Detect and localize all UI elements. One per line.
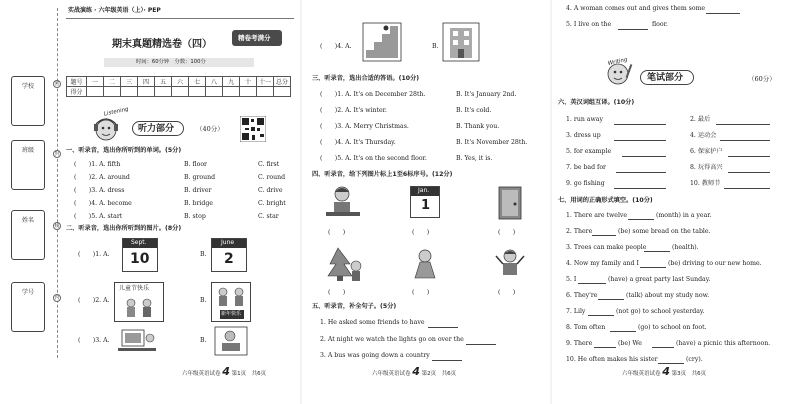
- calendar-day: 2: [224, 251, 234, 267]
- q7-9-b: (be) We: [618, 340, 642, 347]
- bind-char: 密: [54, 82, 60, 87]
- q7-4: 4. Now my family and I: [566, 260, 639, 267]
- badge: [232, 30, 282, 46]
- listening-title: 听力部分: [138, 124, 175, 134]
- calendar-sept-10[interactable]: [122, 238, 158, 272]
- q1-1-c: C. first: [258, 161, 280, 168]
- footer-grade-num: 4: [222, 365, 230, 378]
- student-id-box[interactable]: [11, 282, 45, 332]
- q5-5: 5. I live on the: [566, 21, 612, 28]
- calendar-month: Jan.: [418, 187, 430, 194]
- fill-blank[interactable]: [644, 251, 670, 252]
- section-4-title: 四、听录音，给下列图片标上1至6标序号。(12分): [312, 171, 453, 178]
- q2-2-b: B.: [200, 297, 207, 304]
- q7-10: 10. He often makes his sister: [566, 356, 658, 363]
- q5-1: 1. He asked some friends to have: [320, 319, 425, 326]
- footer-grade-num: 4: [662, 365, 670, 378]
- q1-5-b: B. stop: [184, 213, 206, 220]
- table-cell: 总分: [274, 77, 291, 87]
- writing-title-box: [640, 70, 694, 85]
- listening-tag: Listening: [103, 106, 130, 118]
- fill-blank[interactable]: [716, 124, 770, 125]
- family-icon: [215, 286, 249, 308]
- q7-3-b: (health).: [672, 244, 699, 251]
- footer-page: 第1页 共6页: [231, 371, 267, 377]
- q1-4-b: B. bridge: [184, 200, 213, 207]
- q7-7-b: (not go) to school yesterday.: [616, 308, 705, 315]
- score-input[interactable]: [257, 87, 274, 97]
- q7-3: 3. Trees can make people: [566, 244, 647, 251]
- new-year-picture[interactable]: [211, 282, 251, 322]
- fill-blank[interactable]: [724, 188, 770, 189]
- score-input[interactable]: [274, 87, 291, 97]
- footer-page: 第2页 共6页: [421, 371, 457, 377]
- table-cell: 一: [87, 77, 104, 87]
- christmas-tree-icon: [324, 244, 364, 284]
- q6-5: 5. for example: [566, 148, 612, 155]
- q3-1-b: B. It's January 2nd.: [456, 91, 517, 98]
- q7-8-b: (go) to school on foot.: [638, 324, 707, 331]
- q2-3: ( )3. A.: [78, 337, 110, 344]
- q6-2: 2. 最后: [690, 116, 711, 123]
- fill-blank[interactable]: [598, 299, 624, 300]
- table-cell: 六: [172, 77, 189, 87]
- calendar-day: 1: [421, 198, 431, 213]
- class-box[interactable]: [11, 140, 45, 190]
- q3-4-b: B. It's November 28th.: [456, 139, 528, 146]
- writing-tag: Writing: [607, 57, 629, 68]
- fill-blank[interactable]: [622, 156, 666, 157]
- fill-blank[interactable]: [592, 235, 616, 236]
- fill-blank[interactable]: [578, 283, 606, 284]
- stairs-picture-icon[interactable]: [362, 22, 402, 62]
- fill-blank[interactable]: [706, 13, 740, 14]
- page-2: [302, 0, 550, 404]
- bind-char: 封: [54, 152, 60, 157]
- q7-5-b: (have) a great party last Sunday.: [608, 276, 711, 283]
- section-2-title: 二、听录音，选出你所听到的图片。(8分): [66, 225, 182, 232]
- q7-9-c: (have) a picnic this afternoon.: [676, 340, 771, 347]
- listening-points: （40分）: [196, 125, 224, 133]
- fill-blank[interactable]: [614, 140, 666, 141]
- answer-paren[interactable]: ( ): [498, 289, 516, 296]
- fill-blank[interactable]: [658, 363, 684, 364]
- time-score-bar: [104, 58, 254, 67]
- door-icon: [498, 186, 522, 220]
- score-input[interactable]: [138, 87, 155, 97]
- score-input[interactable]: [189, 87, 206, 97]
- table-cell: 十一: [257, 77, 274, 87]
- q7-9: 9. There: [566, 340, 593, 347]
- q7-8: 8. Tom often: [566, 324, 606, 331]
- q3-5-b: B. Yes, it is.: [456, 155, 493, 162]
- footer-grade-num: 4: [412, 365, 420, 378]
- school-box[interactable]: [11, 76, 45, 126]
- header-left: 实战演练 · 六年级英语（上）· PEP: [68, 7, 161, 14]
- school-label: 学校: [21, 83, 34, 90]
- table-cell: 八: [206, 77, 223, 87]
- time-score: 时间：60分钟 分数：100分: [136, 59, 206, 65]
- fill-blank[interactable]: [588, 315, 614, 316]
- fill-blank[interactable]: [614, 188, 666, 189]
- fill-blank[interactable]: [614, 124, 666, 125]
- calendar-day: 10: [130, 251, 150, 267]
- fill-blank[interactable]: [616, 172, 666, 173]
- footer-page: 第3页 共6页: [671, 371, 707, 377]
- fill-blank[interactable]: [594, 347, 616, 348]
- fill-blank[interactable]: [720, 140, 770, 141]
- new-year-text: 新年快乐: [221, 311, 242, 317]
- qr-code-icon[interactable]: [240, 116, 266, 142]
- childrens-day-picture[interactable]: [114, 282, 164, 322]
- calendar-month: Sept.: [131, 239, 147, 246]
- q1-1: ( )1. A. fifth: [74, 161, 121, 168]
- q5-3: 3. A bus was going down a country: [320, 352, 430, 359]
- answer-paren[interactable]: ( ): [328, 289, 346, 296]
- childrens-day-text: 儿童节快乐: [119, 285, 150, 292]
- header-rule: [66, 18, 294, 19]
- listening-title-box: [132, 121, 184, 136]
- fill-blank[interactable]: [466, 344, 496, 345]
- section-3-title: 三、听录音，选出合适的答语。(10分): [312, 75, 420, 82]
- q6-9: 9. go fishing: [566, 180, 605, 187]
- binding-line: [57, 8, 58, 358]
- q7-1-b: (month) in a year.: [656, 212, 712, 219]
- footer-text: 六年级英语试卷: [372, 371, 411, 377]
- q1-3-b: B. driver: [184, 187, 212, 194]
- name-box[interactable]: [11, 210, 45, 260]
- table-cell: 三: [121, 77, 138, 87]
- page-3-footer: [622, 365, 706, 378]
- q2-1-b: B.: [200, 251, 207, 258]
- writing-title: 笔试部分: [647, 73, 684, 83]
- q2-2: ( )2. A.: [78, 297, 110, 304]
- bind-char: 线: [54, 224, 60, 229]
- q6-6: 6. 保家护户: [690, 148, 723, 155]
- fill-blank[interactable]: [728, 172, 770, 173]
- fill-blank[interactable]: [640, 267, 666, 268]
- page-1-footer: [182, 365, 266, 378]
- q2-4: ( )4. A.: [320, 43, 352, 50]
- q7-6: 6. They're: [566, 292, 598, 299]
- section-1-title: 一、听录音，选出你所听到的单词。(5分): [66, 147, 182, 154]
- q1-5: ( )5. A. start: [74, 213, 123, 220]
- score-input[interactable]: [240, 87, 257, 97]
- q1-2-c: C. round: [258, 174, 286, 181]
- q5-2: 2. At night we watch the lights go on over the: [320, 336, 464, 343]
- score-input[interactable]: [155, 87, 172, 97]
- q7-1: 1. There are twelve: [566, 212, 628, 219]
- boy-reading-icon: [324, 184, 362, 220]
- boy-cheering-icon: [494, 248, 526, 282]
- children-icon: [123, 297, 157, 319]
- fill-blank[interactable]: [428, 327, 458, 328]
- answer-paren[interactable]: ( ): [328, 229, 346, 236]
- score-input[interactable]: [87, 87, 104, 97]
- q3-3: ( )3. A. Merry Christmas.: [320, 123, 409, 130]
- fill-blank[interactable]: [628, 219, 654, 220]
- writing-points: （60分）: [748, 75, 776, 83]
- q7-5: 5. I: [566, 276, 577, 283]
- q5-4: 4. A woman comes out and gives them some: [566, 5, 706, 12]
- answer-paren[interactable]: ( ): [498, 229, 516, 236]
- score-input[interactable]: [172, 87, 189, 97]
- q7-2-b: (be) some bread on the table.: [618, 228, 711, 235]
- q1-1-b: B. floor: [184, 161, 208, 168]
- q1-3-c: C. drive: [258, 187, 283, 194]
- fill-blank[interactable]: [728, 156, 770, 157]
- q1-3: ( )3. A. dress: [74, 187, 125, 194]
- q6-8: 8. 玩得高兴: [690, 164, 723, 171]
- q2-3-b: B.: [200, 337, 207, 344]
- q7-6-b: (talk) about my study now.: [626, 292, 710, 299]
- fill-blank[interactable]: [610, 331, 636, 332]
- class-label: 班级: [21, 147, 34, 154]
- page-1: [0, 0, 300, 404]
- q1-4-c: C. bright: [258, 200, 286, 207]
- q1-4: ( )4. A. become: [74, 200, 132, 207]
- q3-1: ( )1. A. It's on December 28th.: [320, 91, 426, 98]
- answer-paren[interactable]: ( ): [412, 229, 430, 236]
- bind-char: 内: [54, 296, 60, 301]
- answer-paren[interactable]: ( ): [412, 289, 430, 296]
- q6-7: 7. be bad for: [566, 164, 607, 171]
- table-cell: 七: [189, 77, 206, 87]
- q3-3-b: B. Thank you.: [456, 123, 500, 130]
- score-input[interactable]: [104, 87, 121, 97]
- q3-4: ( )4. A. It's Thursday.: [320, 139, 396, 146]
- section-6-title: 六、英汉词组互译。(10分): [558, 99, 635, 106]
- page-3: [552, 0, 800, 404]
- section-7-title: 七、用词的正确形式填空。(10分): [558, 197, 653, 204]
- table-cell: 二: [104, 77, 121, 87]
- q1-2-b: B. ground: [184, 174, 216, 181]
- table-cell: 四: [138, 77, 155, 87]
- badge-text: 精卷考满分: [238, 34, 271, 42]
- q7-10-b: (cry).: [686, 356, 703, 363]
- q3-2: ( )2. A. It's winter.: [320, 107, 387, 114]
- reading-student-icon[interactable]: [214, 326, 248, 356]
- score-input[interactable]: [223, 87, 240, 97]
- q1-5-c: C. star: [258, 213, 279, 220]
- score-table: [66, 76, 291, 97]
- calendar-june-2[interactable]: [211, 238, 247, 272]
- q5-5-end: floor.: [652, 21, 668, 28]
- q6-1: 1. run away: [566, 116, 603, 123]
- q2-4-b: B.: [432, 43, 439, 50]
- section-5-title: 五、听录音，补全句子。(5分): [312, 303, 397, 310]
- q3-5: ( )5. A. It's on the second floor.: [320, 155, 427, 162]
- exam-title: 期末真题精选卷（四）: [112, 39, 212, 50]
- calendar-month: June: [221, 239, 235, 246]
- q2-1: ( )1. A.: [78, 251, 110, 258]
- bride-icon: [410, 248, 440, 282]
- footer-text: 六年级英语试卷: [182, 371, 221, 377]
- table-cell: 九: [223, 77, 240, 87]
- table-cell: 十: [240, 77, 257, 87]
- calendar-jan-1: [410, 186, 440, 218]
- q6-3: 3. dress up: [566, 132, 601, 139]
- table-cell: 题号: [67, 77, 87, 87]
- q1-2: ( )2. A. around: [74, 174, 130, 181]
- fill-blank[interactable]: [432, 360, 462, 361]
- table-cell: 得分: [67, 87, 87, 97]
- building-picture-icon[interactable]: [442, 22, 480, 62]
- footer-text: 六年级英语试卷: [622, 371, 661, 377]
- q7-7: 7. Lily: [566, 308, 586, 315]
- score-input[interactable]: [121, 87, 138, 97]
- q7-4-b: (be) driving to our new home.: [668, 260, 762, 267]
- page-2-footer: [372, 365, 456, 378]
- q6-10: 10. 教师节: [690, 180, 721, 187]
- score-input[interactable]: [206, 87, 223, 97]
- q6-4: 4. 运动会: [690, 132, 717, 139]
- fill-blank[interactable]: [652, 347, 674, 348]
- student-id-label: 学号: [21, 289, 34, 296]
- q3-2-b: B. It's cold.: [456, 107, 492, 114]
- name-label: 姓名: [21, 217, 34, 224]
- listening-mascot-icon: [90, 114, 134, 144]
- table-cell: 五: [155, 77, 172, 87]
- q7-2: 2. There: [566, 228, 593, 235]
- computer-class-icon[interactable]: [118, 328, 158, 356]
- fill-blank[interactable]: [618, 29, 648, 30]
